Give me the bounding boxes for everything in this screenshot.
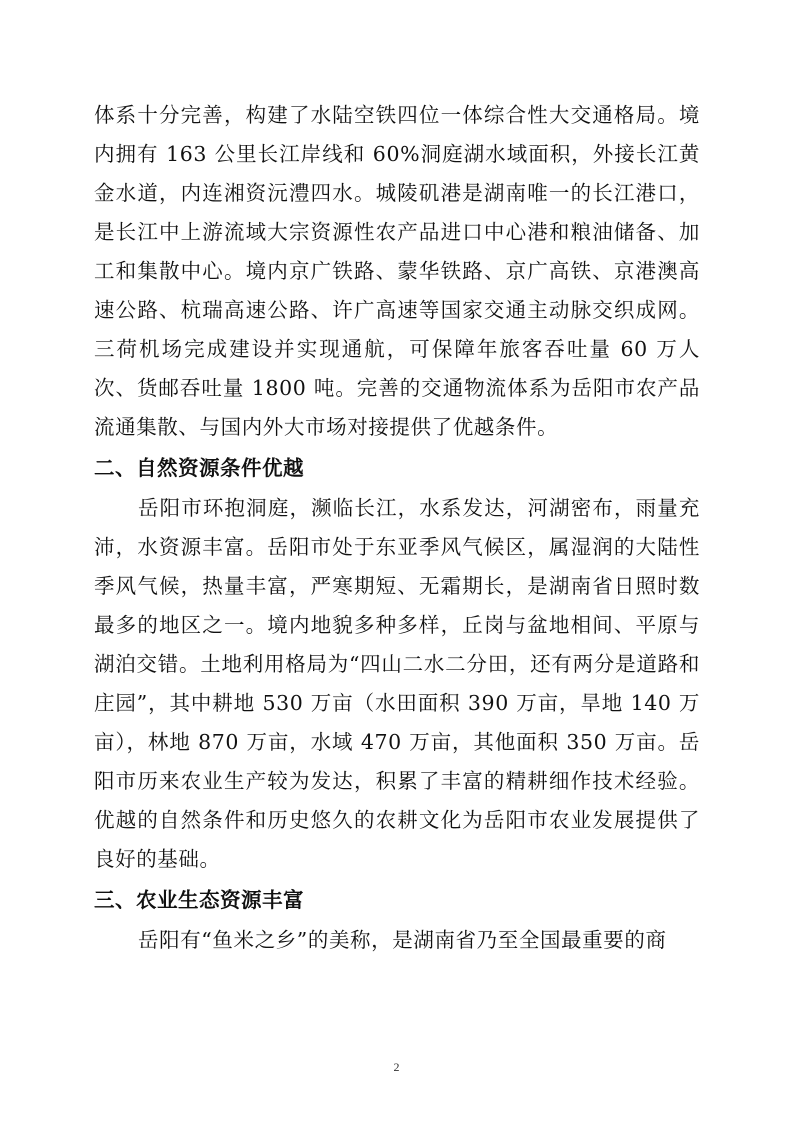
page-number: 2 (393, 1060, 400, 1074)
paragraph-natural-resources: 岳阳市环抱洞庭，濒临长江，水系发达，河湖密布，雨量充沛，水资源丰富。岳阳市处于东亚季风气候区，属湿润的大陆性季风气候，热量丰富，严寒期短、无霜期长，是湖南省日照时数最多的地区之一。境内地貌多种多样，丘岗与盆地相间、平原与湖泊交错。土地利用格局为“四山二水二分田，还有两分是道路和庄园”，其中耕地 530 万亩（水田面积 390 万亩，旱地 140 万亩），林地 870 万亩，水域 470 万亩，其他面积 350 万亩。岳阳市历来农业生产较为发达，积累了丰富的精耕细作技术经验。优越的自然条件和历史悠久的农耕文化为岳阳市农业发展提供了良好的基础。 (94, 496, 700, 871)
section-heading-ecological-resources: 三、农业生态资源丰富 (94, 888, 304, 912)
paragraph-ecological-resources: 岳阳有“鱼米之乡”的美称，是湖南省乃至全国最重要的商 (138, 928, 667, 952)
paragraph-transport: 体系十分完善，构建了水陆空铁四位一体综合性大交通格局。境内拥有 163 公里长江岸线和 60%洞庭湖水域面积，外接长江黄金水道，内连湘资沅澧四水。城陵矶港是湖南唯一的长江港口，是长江中上游流域大宗资源性农产品进口中心港和粮油储备、加工和集散中心。境内京广铁路、蒙华铁路、京广高铁、京港澳高速公路、杭瑞高速公路、许广高速等国家交通主动脉交织成网。三荷机场完成建设并实现通航，可保障年旅客吞吐量 60 万人次、货邮吞吐量 1800 吨。完善的交通物流体系为岳阳市农产品流通集散、与国内外大市场对接提供了优越条件。 (94, 103, 700, 439)
section-heading-natural-resources: 二、自然资源条件优越 (94, 456, 304, 480)
document-body (94, 96, 700, 960)
